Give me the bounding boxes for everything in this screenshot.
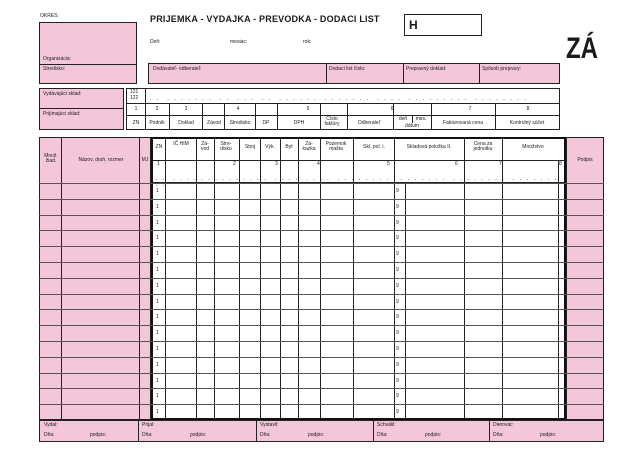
- code-grid: ZN IČ HIM Zá- vod Stre- disko Stroj Výk. Byt Zá- kazka Pozemok mašta Skl. pol. i. Skladová položka II. Cena za jednotku Množstvo 1 2 3 4 5 6 7 8 . . . . . . . . . . . . . . . . . . . . . . . . . . . . . . . . . . . . . . . . . . . . . . . . . . . . . . . . .: [151, 137, 566, 420]
- head-pozemok: Pozemok mašta: [325, 141, 347, 153]
- row-zn-value: 1: [156, 235, 159, 242]
- footer-schvalil: Schválil:: [377, 422, 396, 428]
- za-mark: ZÁ: [566, 32, 598, 65]
- col-num-8: 8: [559, 161, 562, 167]
- table-row: [39, 183, 604, 199]
- row-zn-value: 1: [156, 188, 159, 194]
- footer-prijal-dna: Dňa:: [142, 432, 153, 438]
- row-zn-value: 1: [156, 393, 159, 400]
- row-sklad-value: 9: [396, 188, 399, 194]
- row-zn-value: 1: [156, 203, 159, 210]
- col-num-5: 5: [387, 161, 390, 167]
- code-den: deň: [398, 116, 408, 122]
- organizacia-label: Organizácia:: [43, 56, 72, 62]
- mesiac-label: mesiac:: [230, 39, 248, 45]
- footer-vydal-dna: Dňa:: [44, 432, 55, 438]
- code-podnik: Podnik: [149, 120, 165, 126]
- code-odberatel: Odberateľ: [357, 120, 381, 126]
- table-row: [39, 230, 604, 246]
- footer-vystavil: Vystavil:: [260, 422, 279, 428]
- supplier-row: [148, 63, 560, 84]
- footer-schvalil-podpis: podpis:: [425, 432, 442, 438]
- vydavajuci-label: Vydávajúci sklad:: [43, 91, 82, 97]
- row-zn-value: 1: [156, 361, 159, 368]
- prijimajuci-label: Prijímajúci sklad:: [43, 111, 81, 117]
- footer-dierovat-dna: Dňa:: [493, 432, 504, 438]
- warehouse-box: [39, 88, 124, 130]
- code-datum: dátum: [405, 123, 419, 129]
- prepravny-label: Prepravný doklad:: [406, 66, 447, 72]
- head-skladova: Skladová položka II.: [406, 144, 452, 150]
- row-sklad-value: 9: [396, 393, 399, 400]
- row-sklad-value: 9: [396, 346, 399, 352]
- footer-prijal-podpis: podpis:: [190, 432, 207, 438]
- item-rows: [39, 183, 604, 420]
- head-zavod: Zá- vod: [200, 141, 210, 153]
- row-sklad-value: 9: [396, 203, 399, 210]
- col-num-6: 6: [455, 161, 458, 167]
- footer-vydal-podpis: podpis:: [90, 432, 107, 438]
- code-num-1: 1: [134, 106, 138, 112]
- row-sklad-value: 9: [396, 361, 399, 368]
- row-zn-value: 1: [156, 314, 159, 321]
- dodavatel-label: Dodávateľ- odberateľ:: [153, 66, 202, 72]
- table-row: [39, 388, 604, 404]
- head-byt: Byt: [285, 144, 293, 150]
- code-121: 121: [130, 89, 139, 95]
- table-row: [39, 404, 604, 420]
- col-num-2: 2: [233, 161, 236, 167]
- row-zn-value: 1: [156, 267, 159, 273]
- head-stredisko: Stre- disko: [220, 141, 232, 153]
- row-sklad-value: 9: [396, 330, 399, 337]
- form-code-box: H: [404, 14, 482, 36]
- footer-vystavil-dna: Dňa:: [260, 432, 271, 438]
- row-sklad-value: 9: [396, 314, 399, 321]
- col-num-4: 4: [317, 161, 320, 167]
- head-cena: Cena za jednotku: [473, 141, 493, 153]
- signature-footer: [39, 420, 604, 442]
- organization-box: [39, 22, 137, 84]
- code-num-6: 6: [390, 106, 394, 112]
- code-num-2: 2: [155, 106, 159, 112]
- code-num-5: 5: [306, 106, 310, 112]
- footer-dierovat: Dierovat:: [493, 422, 514, 428]
- code-zavod: Závod: [207, 120, 221, 126]
- code-zn: ZN: [132, 120, 140, 126]
- col-num-1: 1: [157, 161, 160, 167]
- table-row: [39, 199, 604, 215]
- table-row: [39, 262, 604, 278]
- code-dp: DP: [262, 120, 270, 126]
- row-zn-value: 1: [156, 346, 159, 352]
- row-sklad-value: 9: [396, 377, 399, 384]
- form-title: PRIJEMKA - VYDAJKA - PREVODKA - DODACI LIST: [150, 14, 380, 24]
- table-row: [39, 246, 604, 262]
- head-podpis: Podpis: [577, 157, 593, 163]
- table-row: [39, 309, 604, 325]
- table-row: [39, 341, 604, 357]
- table-row: [39, 278, 604, 294]
- code-fakturovana: Fakturovaná cena: [442, 120, 484, 126]
- head-zakazka: Zá- kazka: [302, 141, 316, 153]
- footer-schvalil-dna: Dňa:: [377, 432, 388, 438]
- rok-label: rok:: [303, 39, 312, 45]
- code-122: 122: [130, 95, 139, 101]
- stredisko-label: Stredisko:: [43, 66, 66, 72]
- row-sklad-value: 9: [396, 235, 399, 242]
- row-sklad-value: 9: [396, 409, 399, 416]
- table-row: [39, 215, 604, 231]
- col-num-3: 3: [275, 161, 278, 167]
- code-doklad: Doklad: [178, 120, 194, 126]
- code-num-8: 8: [526, 106, 530, 112]
- head-vyk: Výk.: [265, 144, 275, 150]
- row-sklad-value: 9: [396, 298, 399, 305]
- code-mes: mes.: [415, 116, 427, 122]
- head-ic-him: IČ HIM: [173, 141, 189, 147]
- head-mnoz: Množ. žiad.: [44, 153, 58, 165]
- row-sklad-value: 9: [396, 282, 399, 289]
- table-row: [39, 373, 604, 389]
- sposob-label: Spôsob prepravy:: [482, 66, 522, 72]
- code-num-3: 3: [184, 106, 188, 112]
- okres-label: OKRES:: [40, 13, 59, 19]
- row-zn-value: 1: [156, 409, 159, 416]
- head-nazov: Názov, druh, rozmer: [78, 157, 124, 163]
- row-sklad-value: 9: [396, 219, 399, 226]
- col-num-7: 7: [499, 161, 502, 167]
- row-zn-value: 1: [156, 298, 159, 305]
- row-zn-value: 1: [156, 219, 159, 226]
- row-zn-value: 1: [156, 251, 159, 258]
- code-num-4: 4: [236, 106, 240, 112]
- code-row: 121 122 . . . . . . . . . . . . . . . . . . . . . . . . . . . . . . . . . . . . . . . . . . . . . . . . . . 1 2 3 4 5 6 7 8 ZN Podnik Doklad Závod Stredisko DP DPH Číslo faktúry Odberateľ deň mes. dátum Fakturovaná cena Kontrolný súčet: [126, 88, 560, 130]
- code-cislo-faktury: Číslo faktúry: [324, 116, 340, 128]
- head-zn: ZN: [155, 144, 163, 150]
- code-num-7: 7: [468, 106, 472, 112]
- den-label: Deň:: [150, 39, 161, 45]
- row-sklad-value: 9: [396, 251, 399, 258]
- row-zn-value: 1: [156, 330, 159, 337]
- table-row: [39, 357, 604, 373]
- footer-prijal: Prijal:: [142, 422, 155, 428]
- footer-dierovat-podpis: podpis:: [540, 432, 557, 438]
- table-row: [39, 325, 604, 341]
- dodaci-list-label: Dodací list číslo:: [329, 66, 366, 72]
- code-dph: DPH: [293, 120, 305, 126]
- head-mnozstvo: Množstvo: [522, 144, 544, 150]
- row-zn-value: 1: [156, 377, 159, 384]
- head-skl-pol: Skl. pol. i.: [363, 144, 385, 150]
- code-kontrolny: Kontrolný súčet: [509, 120, 545, 126]
- footer-vystavil-podpis: podpis:: [308, 432, 325, 438]
- head-mj: MJ: [141, 157, 149, 163]
- head-stroj: Stroj: [244, 144, 256, 150]
- row-sklad-value: 9: [396, 267, 399, 273]
- row-zn-value: 1: [156, 282, 159, 289]
- footer-vydal: Vydal:: [44, 422, 58, 428]
- code-stredisko: Stredisko: [229, 120, 251, 126]
- table-row: [39, 294, 604, 310]
